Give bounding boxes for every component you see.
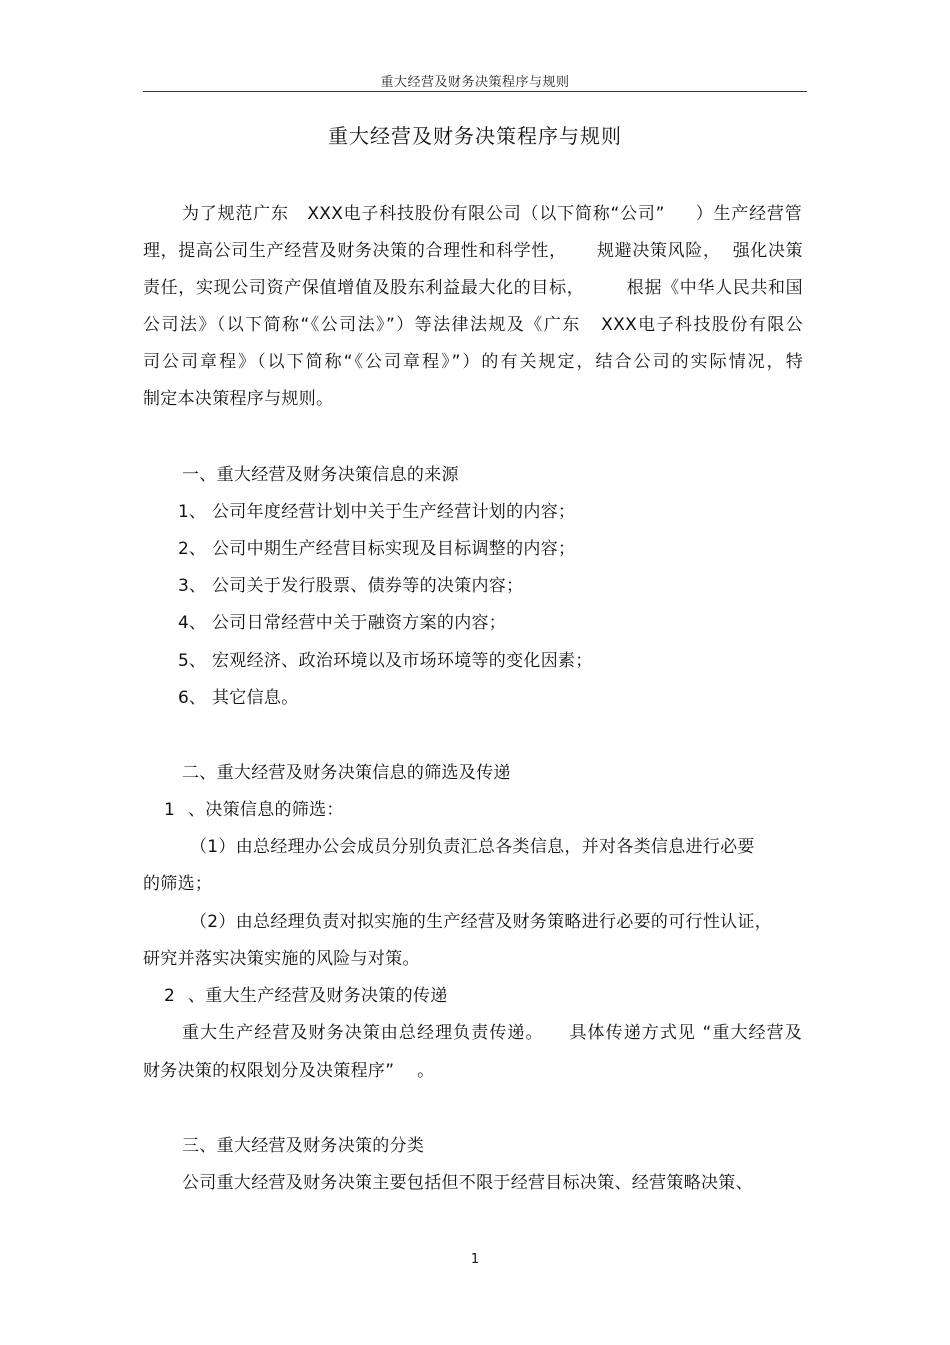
section-1-item-number: 3、 [178, 576, 206, 596]
preamble-line-4: 公司法》（以下简称“《公司法》”）等法律法规及《广东 XXX电子科技股份有限公 [143, 315, 803, 335]
section-1-item-text: 其它信息。 [212, 688, 299, 708]
section-2-sub-2-para-line-1: 重大生产经营及财务决策由总经理负责传递。 具体传递方式见 “重大经营及 [182, 1023, 802, 1043]
preamble-line-6: 制定本决策程序与规则。 [143, 389, 334, 409]
running-header: 重大经营及财务决策程序与规则 [380, 75, 570, 90]
section-1-item-text: 公司日常经营中关于融资方案的内容； [212, 613, 507, 633]
section-1-item-text: 宏观经济、政治环境以及市场环境等的变化因素； [212, 651, 593, 671]
section-1-item-text: 公司中期生产经营目标实现及目标调整的内容； [212, 539, 576, 559]
section-1-item-number: 4、 [178, 613, 206, 633]
section-1-heading: 一、重大经营及财务决策信息的来源 [182, 465, 459, 485]
section-1-item-number: 1、 [178, 502, 206, 522]
section-1-item-number: 5、 [178, 651, 206, 671]
section-2-heading: 二、重大经营及财务决策信息的筛选及传递 [182, 763, 511, 783]
section-1-item-text: 公司年度经营计划中关于生产经营计划的内容； [212, 502, 576, 522]
page-number: 1 [470, 1252, 480, 1267]
section-2-sub-1-para-2-line-1: （2）由总经理负责对拟实施的生产经营及财务策略进行必要的可行性认证， [190, 912, 773, 932]
header-divider [143, 91, 807, 92]
preamble-line-5: 司公司章程》（以下简称“《公司章程》”）的有关规定，结合公司的实际情况，特 [143, 352, 803, 372]
section-3-para-line-1: 公司重大经营及财务决策主要包括但不限于经营目标决策、经营策略决策、 [182, 1173, 753, 1193]
section-1-item-text: 公司关于发行股票、债券等的决策内容； [212, 576, 524, 596]
section-2-sub-1-number: 1 [164, 800, 175, 820]
section-3-heading: 三、重大经营及财务决策的分类 [182, 1136, 425, 1156]
section-2-sub-1-para-2-line-2: 研究并落实决策实施的风险与对策。 [143, 949, 420, 969]
section-2-sub-2-para-line-2: 财务决策的权限划分及决策程序” 。 [143, 1061, 435, 1081]
preamble-line-1: 为了规范广东 XXX电子科技股份有限公司（以下简称“公司” ）生产经营管 [182, 204, 802, 224]
section-2-sub-1-title: 、决策信息的筛选： [188, 800, 344, 820]
section-2-sub-2-title: 、重大生产经营及财务决策的传递 [188, 986, 448, 1006]
section-1-item-number: 6、 [178, 688, 206, 708]
section-1-item-number: 2、 [178, 539, 206, 559]
document-title: 重大经营及财务决策程序与规则 [328, 124, 622, 148]
section-2-sub-1-para-1-line-1: （1）由总经理办公会成员分别负责汇总各类信息，并对各类信息进行必要 [190, 837, 755, 857]
section-2-sub-1-para-1-line-2: 的筛选； [143, 874, 213, 894]
section-2-sub-2-number: 2 [164, 986, 175, 1006]
preamble-line-2: 理，提高公司生产经营及财务决策的合理性和科学性， 规避决策风险， 强化决策 [143, 241, 803, 261]
preamble-line-3: 责任，实现公司资产保值增值及股东利益最大化的目标， 根据《中华人民共和国 [143, 278, 803, 298]
